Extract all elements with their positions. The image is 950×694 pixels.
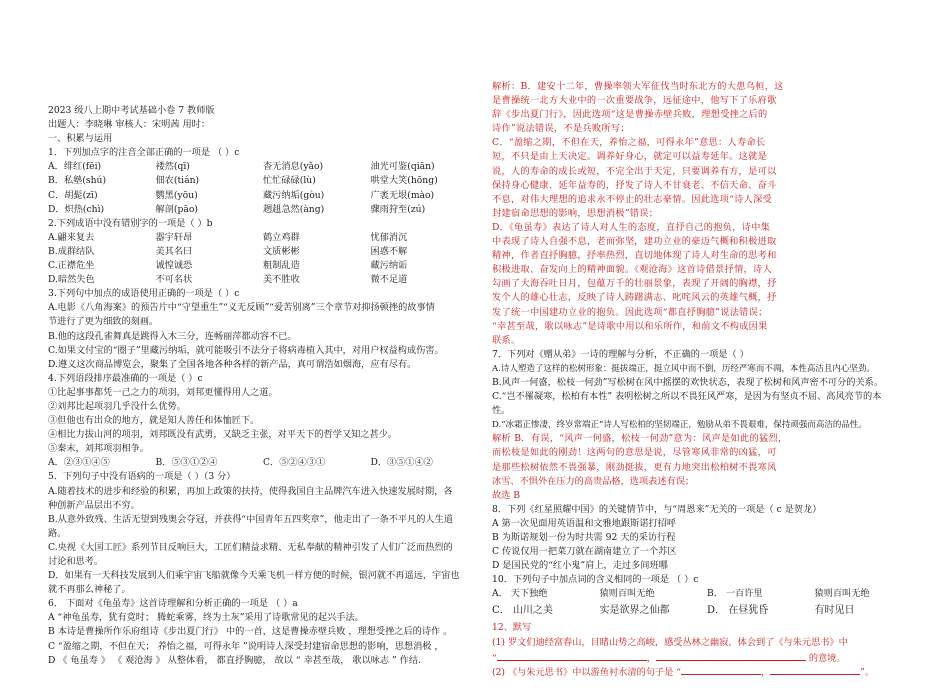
answer-explanation-line: 解析：B．建安十二年，曹操率领大军征伐当时东北方的大患乌桓，这 bbox=[492, 81, 784, 92]
question-1-option-row: C．胡髭(zī) 鹦黑(yōu) 藏污纳垢(gòu) 广袤无垠(mào) bbox=[48, 189, 435, 201]
question-4-item: ⑤秦末，刘邦项羽相争。 bbox=[48, 443, 150, 455]
question-7-option-d: D.“冰霜正惨凄，终岁常端正”诗人写松柏的坚韧端正，勉励从弟不畏艰难，保持顽强而高洁的品性。 bbox=[492, 420, 867, 431]
dictation-blank[interactable] bbox=[656, 650, 806, 661]
answer-explanation-line: 积极进取、奋发向上的精神面貌。《观沧海》这首诗借景抒情，诗人 bbox=[492, 264, 773, 276]
question-5-option-a: A.随着技术的进步和经验的积累，再加上政策的扶持，使得我国自主品牌汽车进入快速发展时期，各 bbox=[48, 485, 453, 497]
question-4-stem: 4.下列语段排序最准确的一项是（ ）c bbox=[48, 372, 203, 384]
answer-explanation-line: 保持身心健康、延年益寿的，抒发了诗人不甘衰老、不信天命、奋斗 bbox=[492, 179, 777, 191]
answer-explanation-line: 辞《步出夏门行》，因此选项“这是曹操赤壁兵败，理想受挫之后的 bbox=[492, 109, 768, 121]
question-1-option-row: D．炽热(chì) 解剖(pāo) 趔趄急然(àng) 骤雨狩至(zú) bbox=[48, 203, 426, 215]
answer-explanation-line: 短，不只是由上天决定。调养好身心，就定可以益寿延年。这就是 bbox=[492, 151, 768, 163]
question-10-stem: 10．下列句子中加点词的含义相同的一项是 （ ）c bbox=[492, 574, 699, 586]
question-10-option-row: C． 山川之美 实是欲界之仙都 D． 在昼犹昏 有时见日 bbox=[492, 605, 855, 617]
dictation-blank[interactable] bbox=[497, 650, 647, 661]
question-7-explanation-line: 而松枝是如此的刚劲！这两句的意思是说，尽管寒风非常的凶猛，可 bbox=[492, 447, 777, 459]
dictation-blank[interactable] bbox=[770, 664, 860, 675]
question-5-option-d: D．如果有一天科技发展到人们乘宇宙飞船就像今天乘飞机一样方便的时候，银河就不再遥远，宇宙也 bbox=[48, 570, 460, 582]
question-6-stem: 6． 下面对《龟虽寿》这首诗理解和分析正确的一项是 （ ）a bbox=[48, 598, 298, 610]
question-7-option-c: C.“岂不罹凝寒，松柏有本性” 表明松树之所以不畏狂风严寒，是因为有坚贞不屈、高风亮节的本 bbox=[492, 391, 882, 403]
question-2-option-row: B.成群结队 美其名曰 文质彬彬 困惑不解 bbox=[48, 245, 408, 257]
answer-explanation-line: 封建宿命思想的影响，思想消极”错误； bbox=[492, 207, 659, 219]
question-4-item: ①比起事事都凭一己之力的项羽，刘邦更懂得用人之道。 bbox=[48, 386, 278, 398]
answer-explanation-line: 是曹操统一北方大业中的一次重要战争，远征途中，他写下了乐府歌 bbox=[492, 95, 777, 107]
answer-explanation-line: C．“盈缩之期，不但在天，养怡之福，可得永年”意思：人寿命长 bbox=[492, 137, 766, 149]
question-8-option-b: B 为斯诺规划一份为时共需 92 天的采访行程 bbox=[492, 532, 676, 543]
answer-explanation-line: 发了统一中国建功立业的抱负。因此选项“都直抒胸臆”说法错误； bbox=[492, 306, 768, 318]
question-5-option-b: B.从意外致残、生活无望到残奥会夺冠，并获得“中国青年五四奖章”，他走出了一条不平凡的人生道 bbox=[48, 513, 453, 525]
answer-explanation-line: 不息，对伟大理想的追求永不停止的壮志豪情。因此选项“诗人深受 bbox=[492, 193, 773, 205]
question-1-option-row: A．绯红(fēi) 褛然(qī) 杳无消息(yǎo) 油光可鉴(qiān) bbox=[48, 161, 435, 173]
dictation-blank[interactable] bbox=[681, 664, 761, 675]
answer-explanation-line: 中表现了诗人自强不息，老而弥坚，建功立业的豪迈气概和积极进取 bbox=[492, 236, 777, 248]
question-3-stem: 3.下列句中加点的成语使用正确的一项是（ ）c bbox=[48, 288, 240, 300]
question-10-option-row: A． 天下独绝 猿则百叫无绝 B． 一百许里 猿则百叫无绝 bbox=[492, 588, 870, 600]
question-5-option-c-cont: 讨论和思考。 bbox=[48, 556, 104, 567]
right-column bbox=[492, 80, 922, 678]
answer-explanation-line: 联系。 bbox=[492, 334, 521, 346]
question-5-stem: 5．下列句子中没有语病的一项是（ ）（3 分） bbox=[48, 471, 236, 483]
exam-staff-line: 出题人：李晓琳 审核人：宋明茜 用时： bbox=[48, 119, 211, 131]
answer-explanation-line: 精神，作者直抒胸臆，抒率热烈，直切地体现了诗人对生命的思考和 bbox=[492, 250, 777, 262]
question-6-option-d: D 《 龟虽寿 》 《 观沧海 》 从整体看， 都直抒胸臆， 故以 “ 幸甚至哉， 歌以咏志 ” 作结. bbox=[48, 654, 421, 666]
question-3-option-d: D.遵义这次商品博览会，聚集了全国各地各种各样的新产品，真可谓浩如烟海，应有尽有。 bbox=[48, 358, 417, 370]
answer-explanation-line: D．《龟虽寿》表达了诗人对人生的态度，直抒自己的抱负，诗中集 bbox=[492, 221, 771, 233]
dictation-heading: 12、默写 bbox=[492, 622, 532, 634]
answer-explanation-line: 发个人的雄心壮志，反映了诗人踌躇满志、叱咤风云的英雄气概，抒 bbox=[492, 292, 777, 304]
dictation-item-1-blank: “ ， 的意境。 bbox=[492, 650, 922, 664]
question-4-option-row: A．②③①④⑤ B．⑤③①②④ C．⑤②④③① D．③⑤①④② bbox=[48, 457, 433, 469]
question-1-option-row: B．私塾(shú) 佃农(tián) 忙忙碌碌(lù) 哄堂大笑(hōng) bbox=[48, 175, 438, 187]
question-3-option-a: A.电影《八角海案》的预告片中“守望重生”“义无反顾”“爱苦别离”三个章节对抑扬顿挫的故事情 bbox=[48, 302, 435, 314]
answer-explanation-line: 诗作”说法错误，不是兵败所写； bbox=[492, 123, 630, 135]
question-3-option-a-cont: 节进行了更为细致的刻画。 bbox=[48, 316, 159, 328]
question-1-stem: 1．下列加点字的注音全部正确的一项是 （ ）c bbox=[48, 147, 240, 159]
question-7-answer: 故选 B bbox=[492, 489, 521, 501]
question-7-option-b: B.风声一何盛，松枝一何劲”写松树在风中摇摆的欢快状态，表现了松树和风声密不可分的关系。 bbox=[492, 376, 884, 388]
question-4-item: ③但他也有出众的地方，就是知人善任和体恤匠下。 bbox=[48, 415, 260, 427]
dictation-item-1: (1) 罗文们迪经富春山，目睹山势之高峻，感受丛林之幽寂，体会到了《与朱元思书》中 bbox=[492, 636, 848, 648]
question-5-option-b-cont: 路。 bbox=[48, 527, 67, 539]
question-6-option-a: A “神龟虽寿，犹有竟时； 腾蛇乘雾，终为土灰”采用了诗歌常见的起兴手法。 bbox=[48, 612, 364, 624]
question-8-option-a: A 第一次见面用英语温和文雅地跟斯诺打招呼 bbox=[492, 517, 677, 529]
question-6-option-c: C “盈缩之期，不但在天； 养怡之福，可得永年 ”说明诗人深受封建宿命思想的影响，思想消极 ， bbox=[48, 640, 444, 652]
question-7-explanation-line: 解析 B．有误，“风声一何盛，松枝一何劲”意为：风声是如此的猛烈， bbox=[492, 433, 788, 445]
question-3-option-c: C.如果文付宝的“圈子”里藏污纳垢，就可能吸引不法分子将病毒植入其中，对用户权益构成伤害。 bbox=[48, 344, 444, 356]
question-7-stem: 7．下列对《赠从弟》一诗的理解与分析，不正确的一项是（ ） bbox=[492, 348, 749, 360]
exam-title: 2023 级八上期中考试基础小卷 7 教师版 bbox=[48, 105, 215, 116]
question-6-option-b: B 本诗是曹操所作乐府组诗《步出夏门行》 中的一首，这是曹操赤壁兵败 ，理想受挫之后的诗作 。 bbox=[48, 626, 453, 638]
question-3-option-b: B.他的这段孔雀舞真是跳得入木三分，连畅丽萍都动容不已。 bbox=[48, 330, 297, 342]
question-4-item: ④相比力拔山河的项羽，刘邦既没有武勇，又缺乏主张，对平天下的哲学又知之甚少。 bbox=[48, 429, 398, 441]
question-7-option-a: A.诗人塑造了这样的松树形象：挺拔端正，挺立风中而不倒，历经严寒而不凋，本性高洁且内心坚劲。 bbox=[492, 363, 875, 374]
question-7-explanation-line: 冰雪、不惧外在压力的高贵品格，选项表述有误； bbox=[492, 475, 695, 487]
question-2-option-row: D.暗然失色 不可名状 美不胜收 微不足道 bbox=[48, 274, 408, 286]
question-2-option-row: C.正襟危坐 诚惶诚恐 粗制乱造 藏污纳诟 bbox=[48, 260, 408, 272]
question-7-option-c-cont: 性。 bbox=[492, 405, 511, 417]
question-2-option-row: A.翩来复去 器宇轩昂 鹤立鸡群 忧郁消沉 bbox=[48, 231, 408, 243]
left-column bbox=[48, 104, 478, 668]
answer-explanation-line: 说，人的寿命的成长或短，不完全出于天定，只要调养有方，是可以 bbox=[492, 165, 777, 177]
question-5-option-c: C.央视《大国工匠》系列节目反响巨大，工匠们精益求精、无私奉献的精神引发了人们广泛而热烈的 bbox=[48, 541, 453, 553]
question-8-option-d: D 是国民党的“红小鬼”肩上，走过多间班哪 bbox=[492, 560, 668, 572]
dictation-item-2: (2) 《与朱元思书》中以游鱼衬水清的句子是 “ ， ”。 bbox=[492, 664, 922, 678]
section-heading: 一、积累与运用 bbox=[48, 133, 113, 145]
question-8-stem: 8．下列《红星照耀中国》的关键情节中，与“周恩来”无关的一项是（ c 是贺龙） bbox=[492, 503, 822, 515]
question-7-explanation-line: 是那些松树依然不畏强暴，刚劲挺拔，更有力地突出松柏树不畏寒风 bbox=[492, 461, 777, 473]
question-8-option-c: C 传说仅用一把菜刀就在湖南建立了一个苏区 bbox=[492, 546, 677, 558]
question-5-option-d-cont: 就不再那么神秘了。 bbox=[48, 584, 131, 596]
answer-explanation-line: 勾画了大海吞吐日月，包蕴万千的壮丽景象，表现了开阔的胸襟，抒 bbox=[492, 278, 777, 290]
question-5-option-a-cont: 种创新产品层出不穷。 bbox=[48, 499, 140, 511]
question-2-stem: 2.下列成语中没有错别字的一项是（ ）b bbox=[48, 217, 213, 229]
answer-explanation-line: “幸甚至哉，歌以咏志”是诗歌中用以和乐所作，和前文不构成因果 bbox=[492, 320, 768, 332]
question-4-item: ②刘邦比起项羽几乎没什么优势。 bbox=[48, 400, 186, 412]
